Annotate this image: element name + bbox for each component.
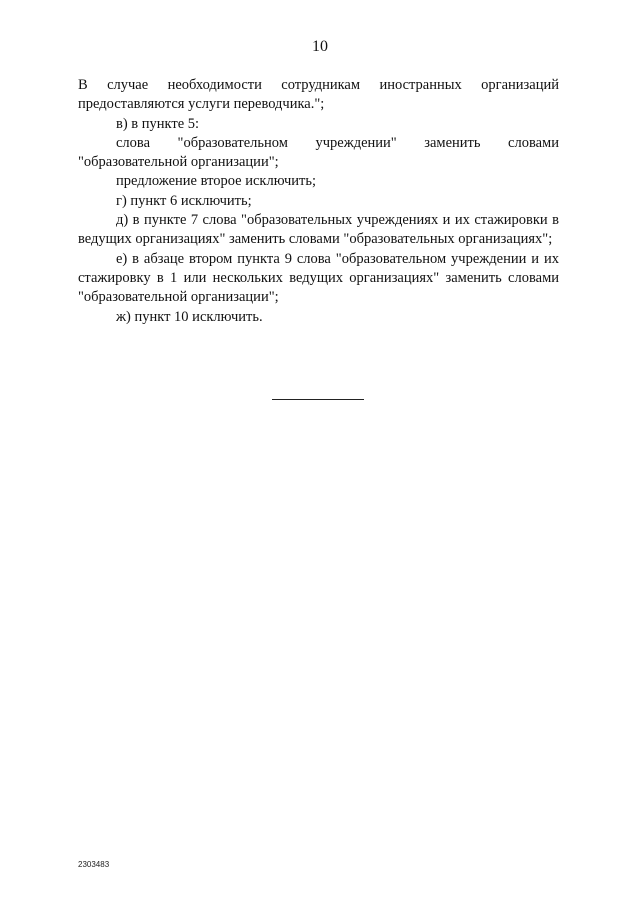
paragraph: В случае необходимости сотрудникам иностранных организаций предоставляются услуги переводчика."; xyxy=(78,77,559,113)
end-separator-line xyxy=(272,399,364,400)
paragraph: ж) пункт 10 исключить. xyxy=(116,308,263,325)
paragraph: предложение второе исключить; xyxy=(116,173,317,190)
paragraph: г) пункт 6 исключить; xyxy=(116,192,252,209)
paragraph: е) в абзаце втором пункта 9 слова "образовательном учреждении и их стажировку в 1 или нескольких ведущих организациях" заменить словами "образовательной организации"; xyxy=(78,250,559,306)
paragraph: слова "образовательном учреждении" заменить словами "образовательной организации"; xyxy=(78,134,559,171)
page-number: 10 xyxy=(312,38,328,55)
paragraph: в) в пункте 5: xyxy=(116,115,200,132)
document-body xyxy=(78,76,559,327)
document-code: 2303483 xyxy=(78,860,110,869)
paragraph: д) в пункте 7 слова "образовательных учреждениях и их стажировки в ведущих организациях" заменить словами "образовательных организациях"; xyxy=(78,212,559,248)
